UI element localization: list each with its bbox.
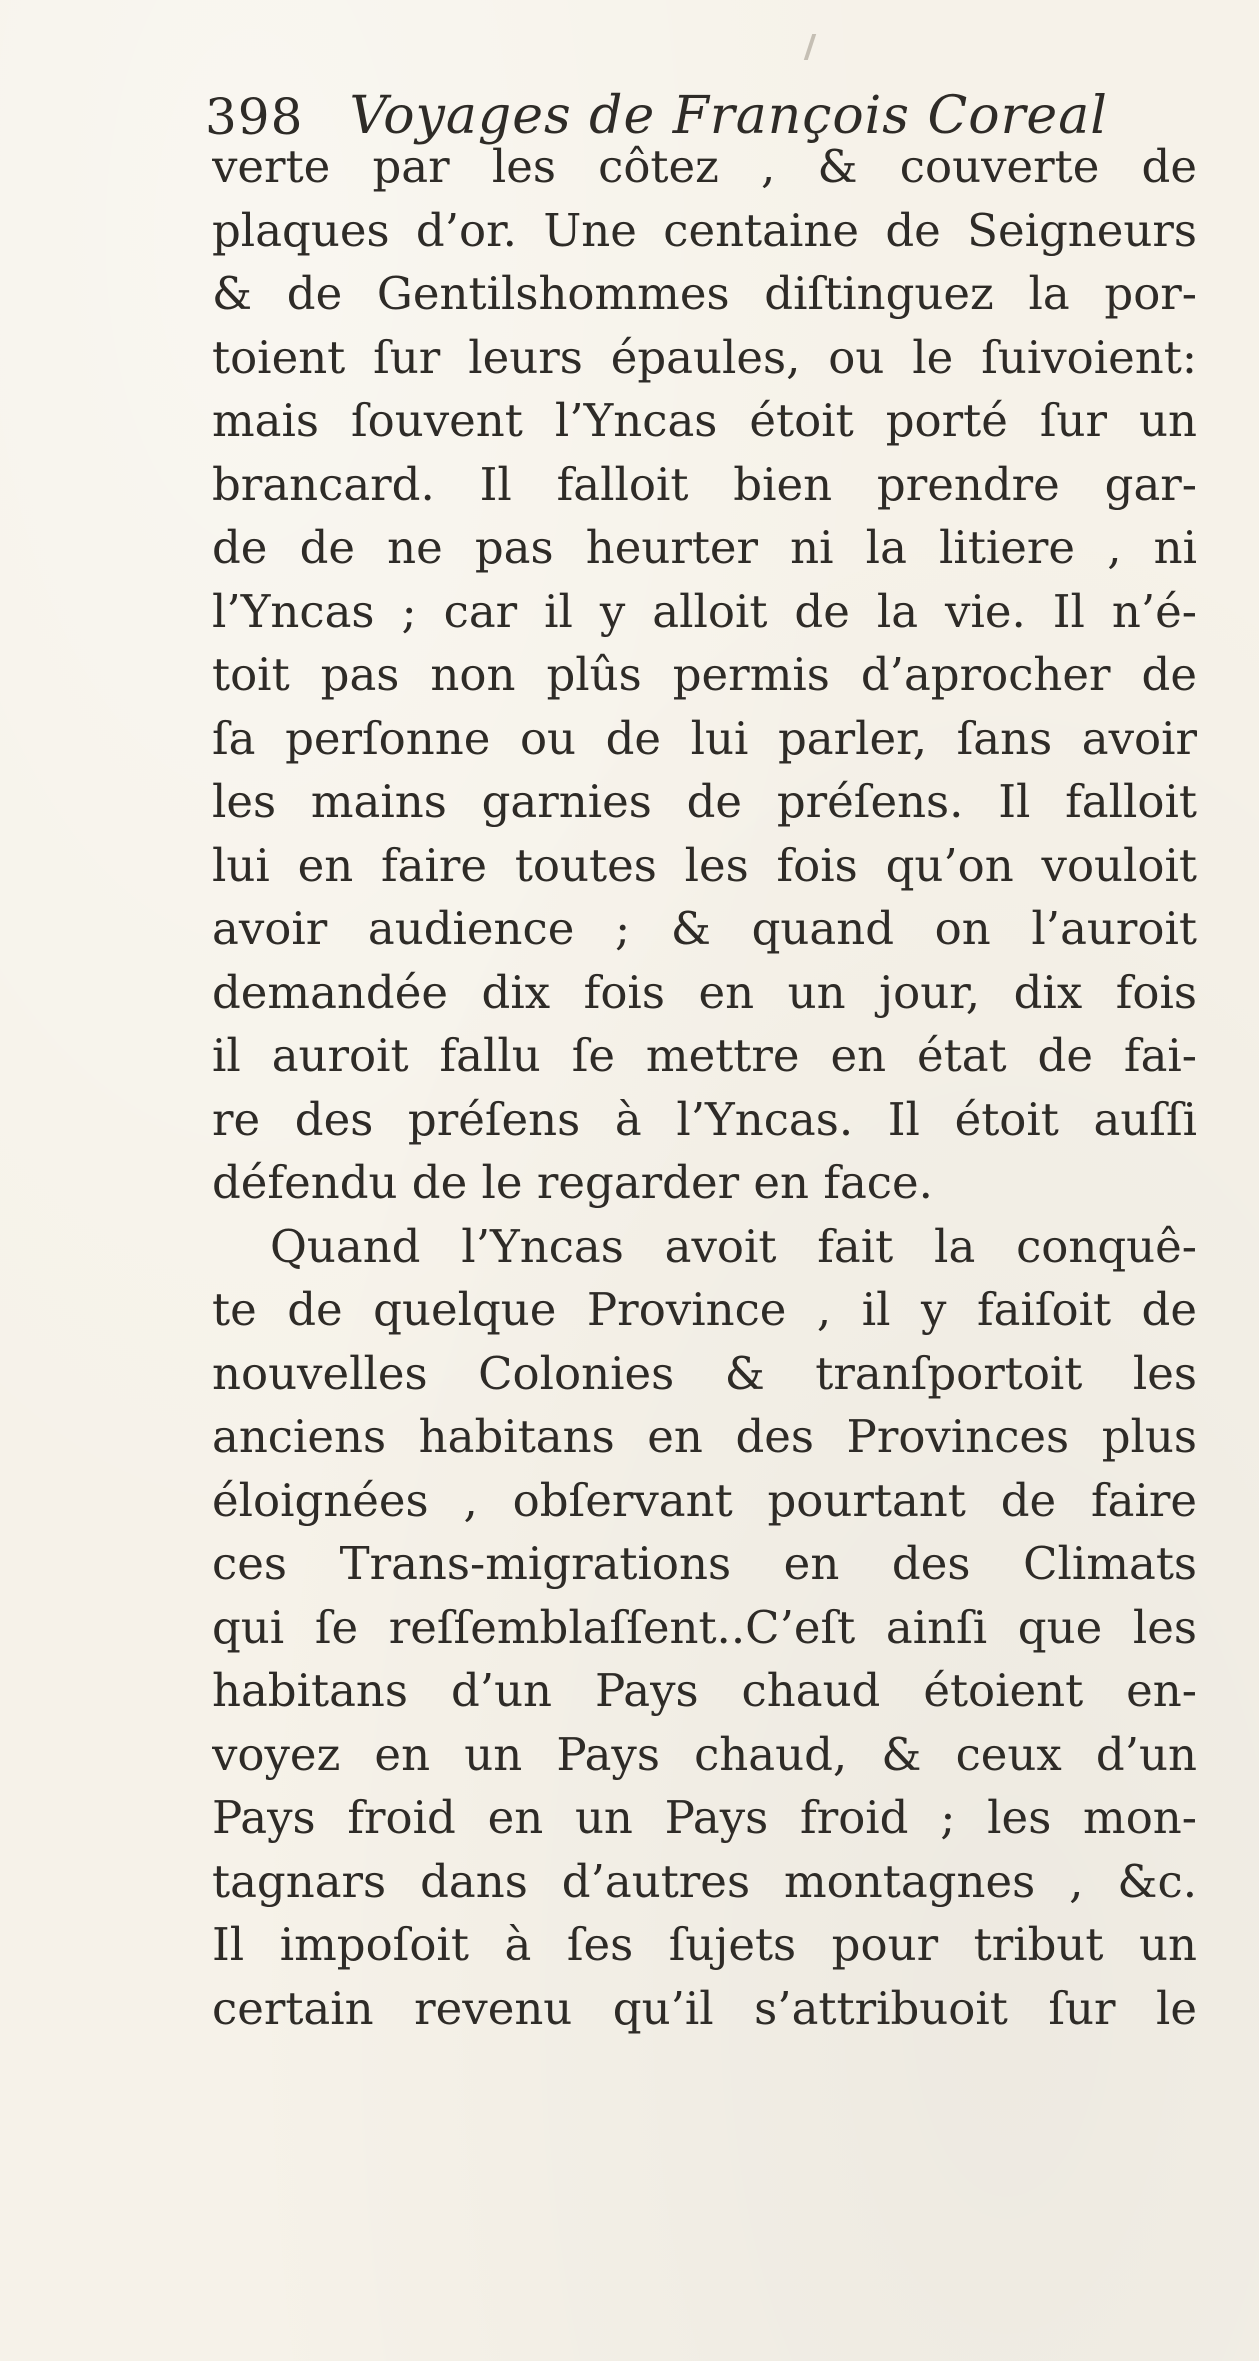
text-line: & de Gentilshommes diſtinguez la por- [212, 267, 1197, 320]
text-line: l’Yncas ; car il y alloit de la vie. Il n’é- [212, 584, 1197, 638]
text-line: anciens habitans en des Provinces plus [212, 1410, 1197, 1463]
text-line: plaques d’or. Une centaine de Seigneurs [212, 203, 1197, 257]
text-line: les mains garnies de préſens. Il falloit [212, 775, 1197, 828]
text-line: défendu de le regarder en face. [212, 1156, 933, 1209]
text-line: toient ſur leurs épaules, ou le ſuivoient: [212, 330, 1197, 384]
text-line: éloignées , obſervant pourtant de faire [212, 1473, 1197, 1527]
text-line: ſa perſonne ou de lui parler, ſans avoir [212, 711, 1197, 765]
text-line: de de ne pas heurter ni la litiere , ni [212, 521, 1197, 574]
ink-mark [804, 34, 816, 60]
text-line: Il impoſoit à ſes ſujets pour tribut un [212, 1918, 1197, 1971]
text-line: te de quelque Province , il y faiſoit de [212, 1283, 1197, 1336]
text-line: tagnars dans d’autres montagnes , &c. [212, 1854, 1197, 1908]
text-line: avoir audience ; & quand on l’auroit [212, 902, 1197, 955]
text-line: certain revenu qu’il s’attribuoit ſur le [212, 1981, 1197, 2035]
text-line: toit pas non plûs permis d’aprocher de [212, 648, 1197, 701]
text-line: habitans d’un Pays chaud étoient en- [212, 1664, 1197, 1717]
page-number: 398 [205, 88, 304, 146]
page-header [205, 62, 1108, 146]
text-line: qui ſe reſſemblaſſent..C’eſt ainſi que les [212, 1600, 1197, 1654]
text-line: demandée dix fois en un jour, dix fois [212, 965, 1197, 1019]
text-line: brancard. Il falloit bien prendre gar- [212, 457, 1197, 511]
running-title: Voyages de François Coreal [349, 86, 1108, 146]
text-line: Quand l’Yncas avoit fait la conquê- [270, 1219, 1197, 1273]
text-line: voyez en un Pays chaud, & ceux d’un [212, 1727, 1197, 1781]
text-line: lui en faire toutes les fois qu’on vouloit [212, 838, 1197, 892]
text-line: verte par les côtez , & couverte de [212, 140, 1197, 193]
text-line: mais ſouvent l’Yncas étoit porté ſur un [212, 394, 1197, 447]
text-line: re des préſens à l’Yncas. Il étoit auſſi [212, 1092, 1197, 1146]
text-line: il auroit fallu ſe mettre en état de fai- [212, 1029, 1197, 1082]
text-line: Pays froid en un Pays froid ; les mon- [212, 1791, 1197, 1844]
text-line: ces Trans-migrations en des Climats [212, 1537, 1197, 1590]
text-line: nouvelles Colonies & tranſportoit les [212, 1346, 1197, 1400]
body-text [212, 135, 1197, 2040]
